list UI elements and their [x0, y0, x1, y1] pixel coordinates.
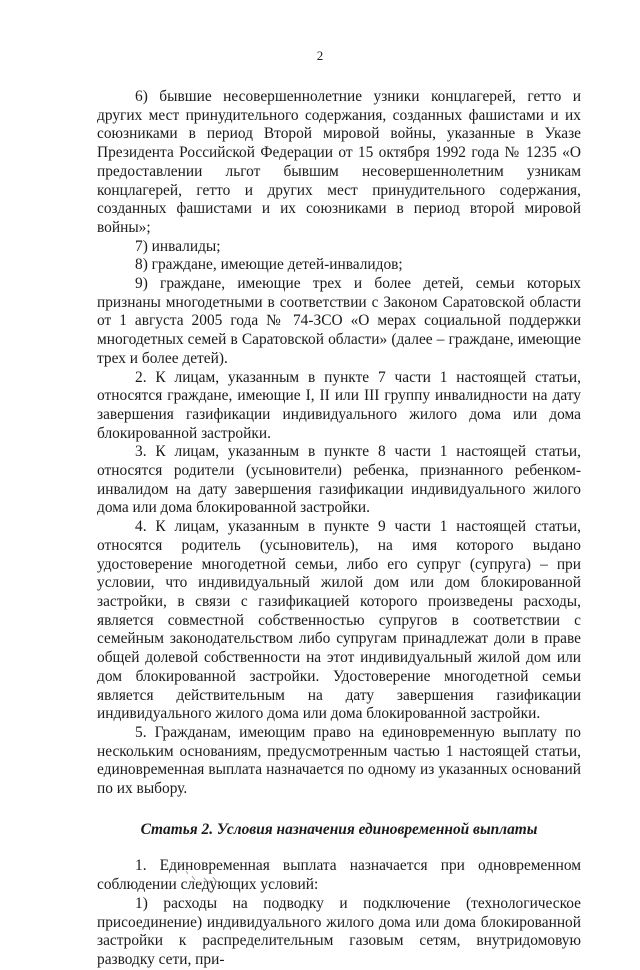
paragraph-part-5: 5. Гражданам, имеющим право на единовременную выплату по нескольким основаниям, предусмотренным частью 1 настоящей статьи, единовременная выплата назначается по одному из указанных оснований по их выбору.	[97, 723, 581, 798]
document-body	[97, 88, 581, 970]
paragraph-item-6: 6) бывшие несовершеннолетние узники концлагерей, гетто и других мест принудительного содержания, созданных фашистами и их союзниками в период Второй мировой войны, указанные в Указе Президента Российской Федерации от 15 октября 1992 года № 1235 «О предоставлении льгот бывшим несовершеннолетним узникам концлагерей, гетто и других мест принудительного содержания, созданных фашистами и их союзниками в период второй мировой войны»;	[97, 88, 581, 236]
paragraph-item-7: 7) инвалиды;	[135, 237, 221, 255]
article-2-heading: Статья 2. Условия назначения единовременной выплаты	[140, 820, 538, 838]
article-2-paragraph-part-1: 1. Единовременная выплата назначается при одновременном соблюдении следующих условий:	[97, 857, 581, 894]
paragraph-part-4: 4. К лицам, указанным в пункте 9 части 1 настоящей статьи, относятся родитель (усыновитель), на имя которого выдано удостоверение многодетной семьи, либо его супруг (супруга) – при условии, что индивидуальный жилой дом или дом блокированной застройки, в связи с газификацией которого произведены расходы, является совместной собственностью супругов в соответствии с семейным законодательством либо супругам принадлежат доли в праве общей долевой собственности на этот индивидуальный жилой дом или дом блокированной застройки. Удостоверение многодетной семьи является действительным на дату завершения газификации индивидуального жилого дома или дома блокированной застройки.	[97, 518, 581, 723]
paragraph-item-9: 9) граждане, имеющие трех и более детей, семьи которых признаны многодетными в соответствии с Законом Саратовской области от 1 августа 2005 года № 74-ЗСО «О мерах социальной поддержки многодетных семей в Саратовской области» (далее – граждане, имеющие трех и более детей).	[97, 275, 581, 367]
scan-smudge-mark	[178, 862, 220, 892]
paragraph-part-3: 3. К лицам, указанным в пункте 8 части 1 настоящей статьи, относятся родители (усыновители) ребенка, признанного ребенком-инвалидом на дату завершения газификации индивидуального жилого дома или дома блокированной застройки.	[97, 443, 581, 517]
page-number: 2	[316, 48, 324, 63]
article-2-paragraph-item-1: 1) расходы на подводку и подключение (технологическое присоединение) индивидуального жилого дома или дома блокированной застройки к распределительным газовым сетям, внутридомовую разводку сети, при-	[97, 894, 581, 968]
paragraph-part-2: 2. К лицам, указанным в пункте 7 части 1 настоящей статьи, относятся граждане, имеющие I, II или III группу инвалидности на дату завершения газификации индивидуального жилого дома или дома блокированной застройки.	[97, 368, 581, 442]
paragraph-item-8: 8) граждане, имеющие детей-инвалидов;	[135, 256, 403, 274]
